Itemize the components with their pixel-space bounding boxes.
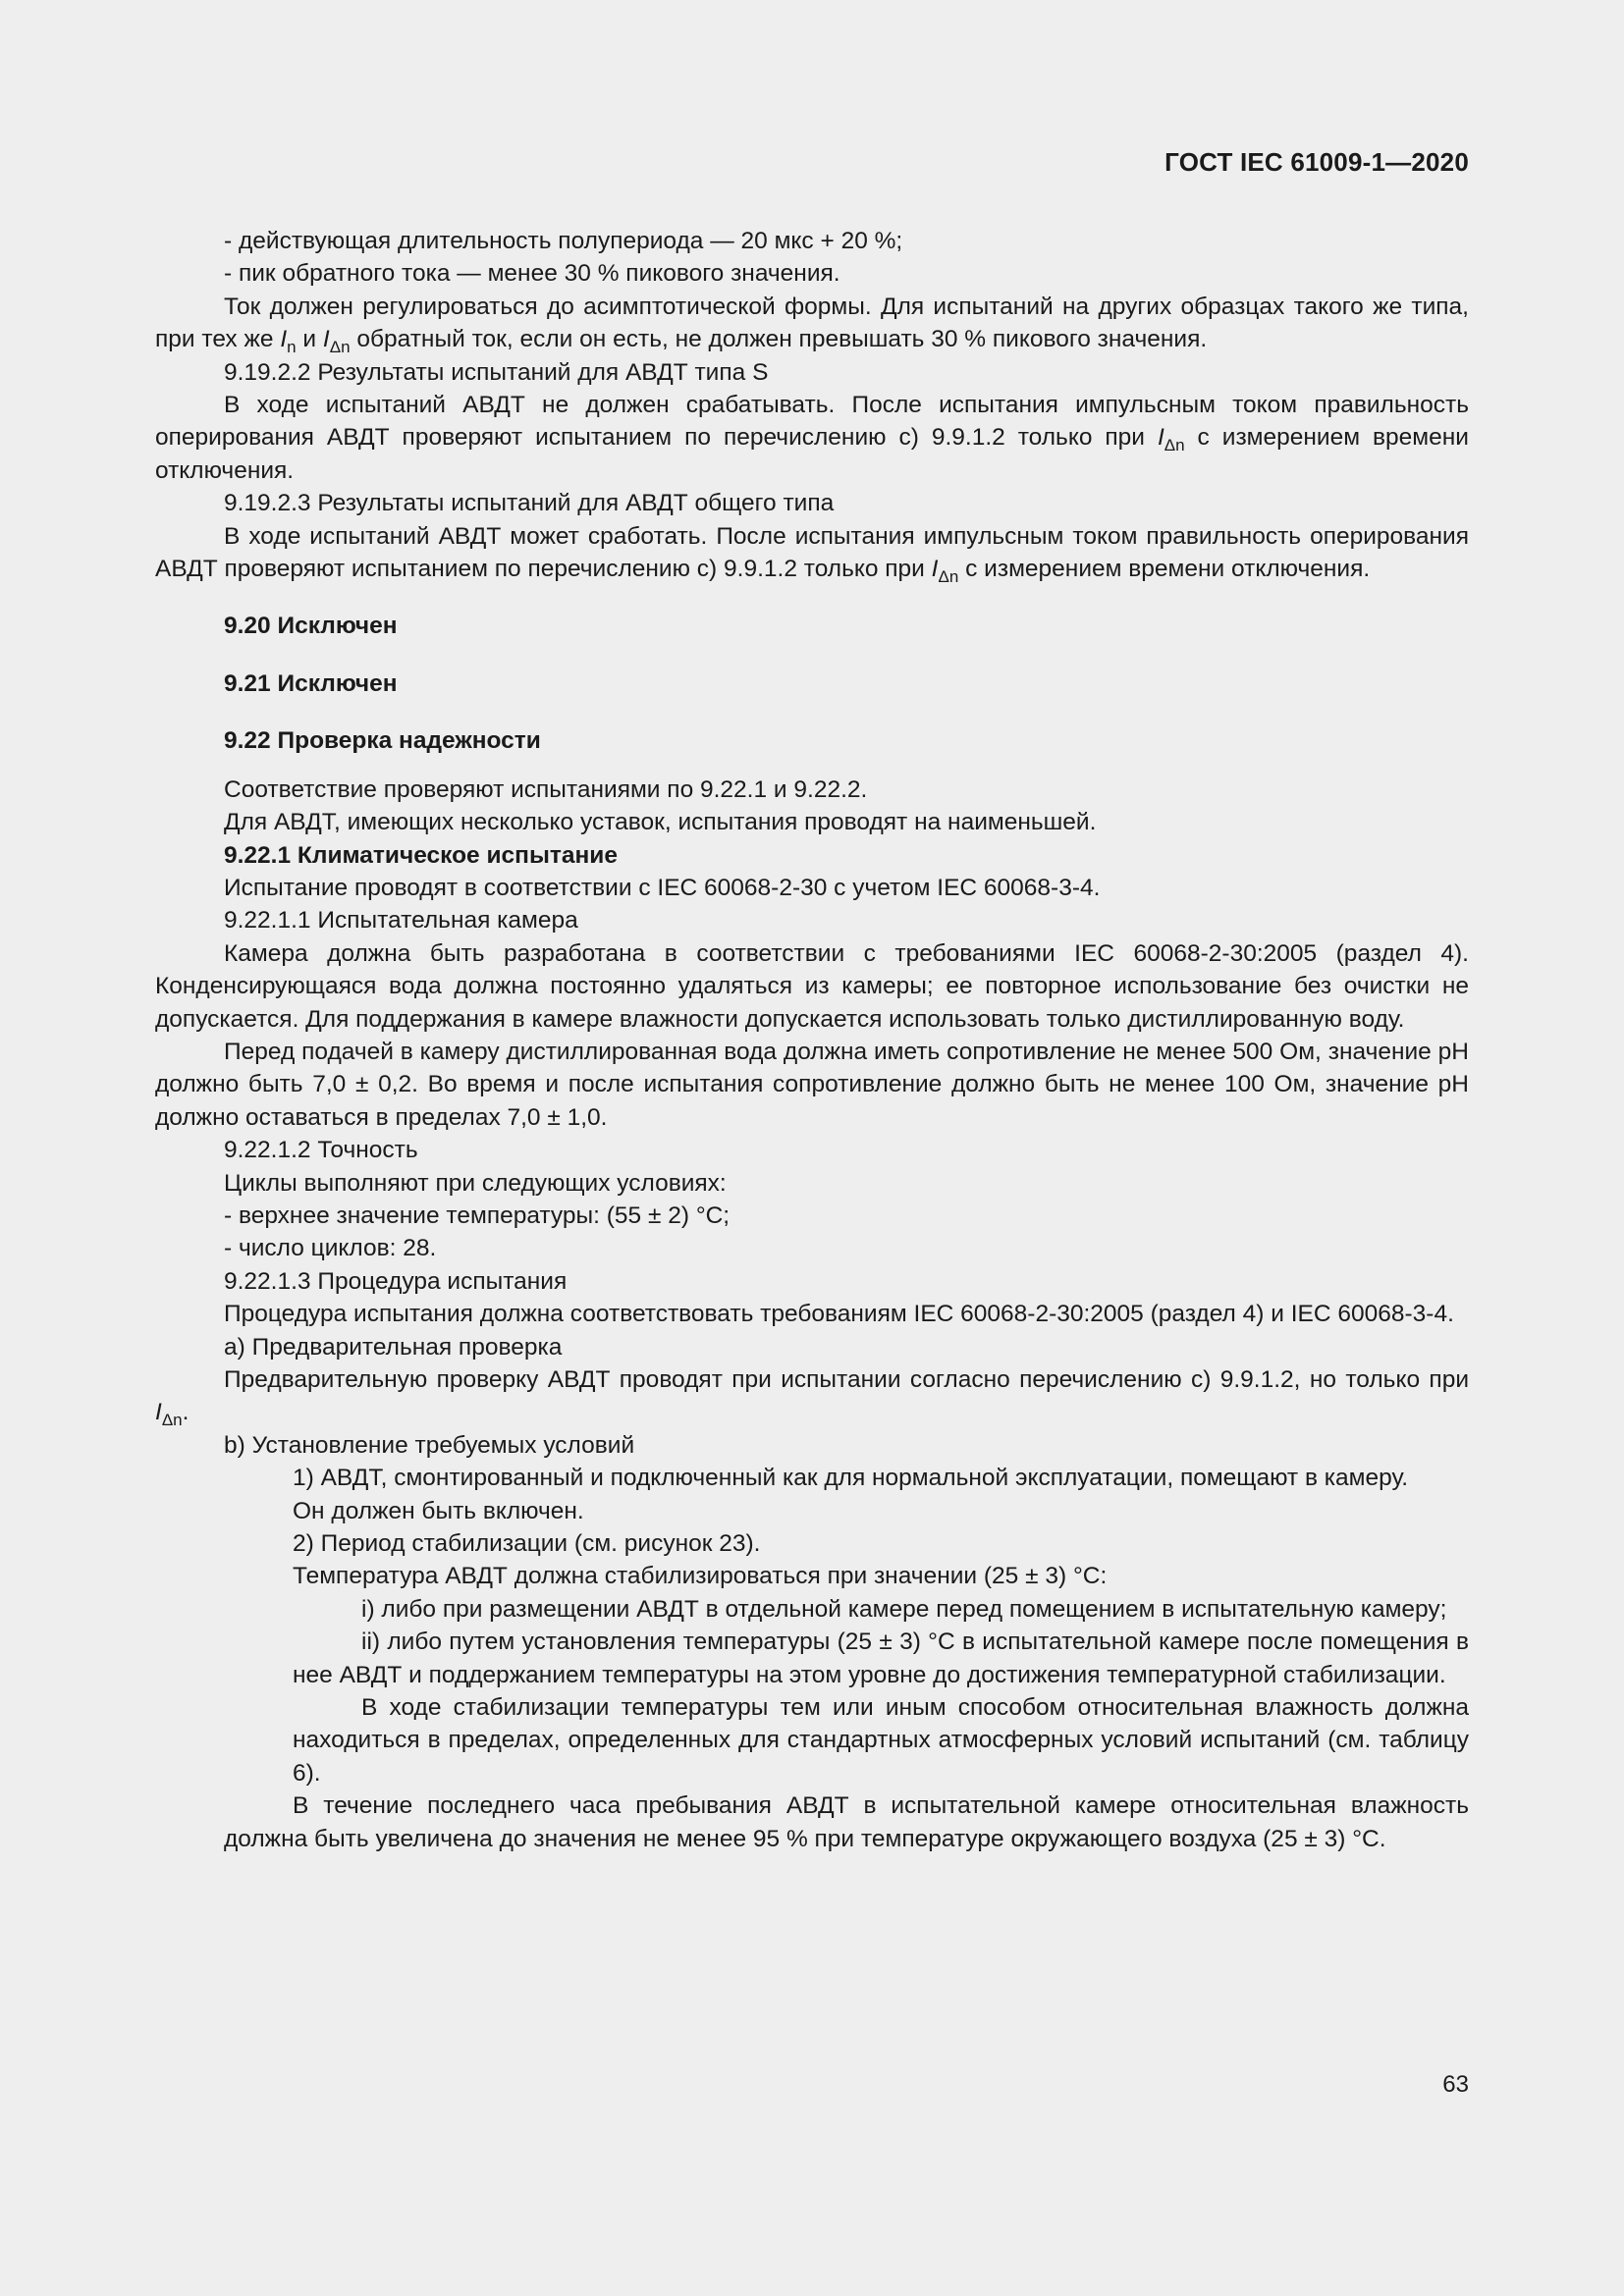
paragraph: В ходе стабилизации температуры тем или иным способом относительная влажность должна находиться в пределах, определенных для стандартных атмосферных условий испытаний (см. таблицу 6). <box>293 1694 1469 1787</box>
paragraph: Предварительную проверку АВДТ проводят при испытании согласно перечислению с) 9.9.1.2, но только при $I_{\Delta n}$. <box>155 1366 1469 1430</box>
symbol-i-n: $I_n$ <box>280 326 297 357</box>
paragraph: Циклы выполняют при следующих условиях: <box>224 1169 727 1197</box>
paragraph <box>155 389 1469 487</box>
text-run: В ходе испытаний АВДТ может сработать. После испытания импульсным током правильность оперирования АВДТ проверяют испытанием по перечислению с) 9.9.1.2 только при <box>155 522 1469 583</box>
text-run: Предварительную проверку АВДТ проводят при испытании согласно перечислению с) 9.9.1.2, но только при <box>224 1366 1469 1393</box>
page-content <box>155 225 1469 1855</box>
list-item: i) либо при размещении АВДТ в отдельной камере перед помещением в испытательную камеру; <box>361 1595 1447 1623</box>
paragraph: В течение последнего часа пребывания АВДТ в испытательной камере относительная влажность должна быть увеличена до значения не менее 95 % при температуре окружающего воздуха (25 ± 3) °С. <box>224 1792 1469 1852</box>
clause-heading: 9.22.1.1 Испытательная камера <box>224 907 578 934</box>
symbol-i-delta-n: $I_{\Delta n}$ <box>1157 424 1185 455</box>
paragraph: Процедура испытания должна соответствовать требованиям IEC 60068-2-30:2005 (раздел 4) и IEC 60068-3-4. <box>224 1301 1454 1328</box>
standard-header: ГОСТ IEC 61009-1—2020 <box>1164 147 1469 177</box>
clause-heading: 9.19.2.2 Результаты испытаний для АВДТ типа S <box>224 358 769 386</box>
subsection-heading: 9.22.1 Климатическое испытание <box>224 841 618 869</box>
symbol-i-delta-n: $I_{\Delta n}$ <box>931 556 959 586</box>
list-item: ii) либо путем установления температуры (25 ± 3) °С в испытательной камере после помещения в нее АВДТ и поддержанием температуры на этом уровне до достижения температурной стабилизации. <box>293 1629 1469 1688</box>
paragraph: Температура АВДТ должна стабилизироваться при значении (25 ± 3) °С: <box>293 1563 1108 1590</box>
page-number: 63 <box>1442 2071 1469 2098</box>
list-item: - число циклов: 28. <box>224 1235 437 1262</box>
list-item: 2) Период стабилизации (см. рисунок 23). <box>293 1530 761 1558</box>
paragraph: - пик обратного тока — менее 30 % пикового значения. <box>224 260 840 288</box>
paragraph: Испытание проводят в соответствии с IEC 60068-2-30 с учетом IEC 60068-3-4. <box>224 874 1101 901</box>
section-heading: 9.20 Исключен <box>224 613 398 640</box>
clause-heading: 9.22.1.3 Процедура испытания <box>224 1267 568 1295</box>
list-item: - верхнее значение температуры: (55 ± 2) °С; <box>224 1201 731 1229</box>
text-run: с измерением времени отключения. <box>958 556 1371 583</box>
symbol-i-delta-n: $I_{\Delta n}$ <box>155 1399 183 1430</box>
text-run: обратный ток, если он есть, не должен превышать 30 % пикового значения. <box>350 326 1208 353</box>
list-item: 1) АВДТ, смонтированный и подключенный как для нормальной эксплуатации, помещают в камеру. <box>293 1465 1409 1492</box>
text-run: и <box>296 326 323 353</box>
list-item: b) Установление требуемых условий <box>224 1431 635 1459</box>
paragraph: Соответствие проверяют испытаниями по 9.22.1 и 9.22.2. <box>224 775 868 803</box>
paragraph: Он должен быть включен. <box>293 1497 584 1524</box>
list-item: a) Предварительная проверка <box>224 1333 563 1361</box>
paragraph: Камера должна быть разработана в соответствии с требованиями IEC 60068-2-30:2005 (раздел 4). Конденсирующаяся вода должна постоянно удаляться из камеры; ее повторное использование без очистки не допускается. Для поддержания в камере влажности допускается использовать только дистиллированную воду. <box>155 939 1469 1033</box>
text-run: с измерением времени отключения. <box>155 424 1469 484</box>
section-heading: 9.22 Проверка надежности <box>224 727 541 755</box>
paragraph <box>155 291 1469 356</box>
text-run: Ток должен регулироваться до асимптотической формы. Для испытаний на других образцах такого же типа, при тех же <box>155 293 1469 353</box>
paragraph <box>155 520 1469 586</box>
paragraph: Для АВДТ, имеющих несколько уставок, испытания проводят на наименьшей. <box>224 809 1097 836</box>
clause-heading: 9.19.2.3 Результаты испытаний для АВДТ общего типа <box>224 490 835 517</box>
paragraph: - действующая длительность полупериода — 20 мкс + 20 %; <box>224 228 903 254</box>
paragraph: Перед подачей в камеру дистиллированная вода должна иметь сопротивление не менее 500 Ом, значение pH должно быть 7,0 ± 0,2. Во время и после испытания сопротивление должно быть не менее 100 Ом, значение pH должно оставаться в пределах 7,0 ± 1,0. <box>155 1038 1469 1131</box>
text-run: В ходе испытаний АВДТ не должен срабатывать. После испытания импульсным током правильность оперирования АВДТ проверяют испытанием по перечислению с) 9.9.1.2 только при <box>155 392 1469 452</box>
symbol-i-delta-n: $I_{\Delta n}$ <box>322 326 351 357</box>
clause-heading: 9.22.1.2 Точность <box>224 1137 418 1164</box>
section-heading: 9.21 Исключен <box>224 669 398 697</box>
